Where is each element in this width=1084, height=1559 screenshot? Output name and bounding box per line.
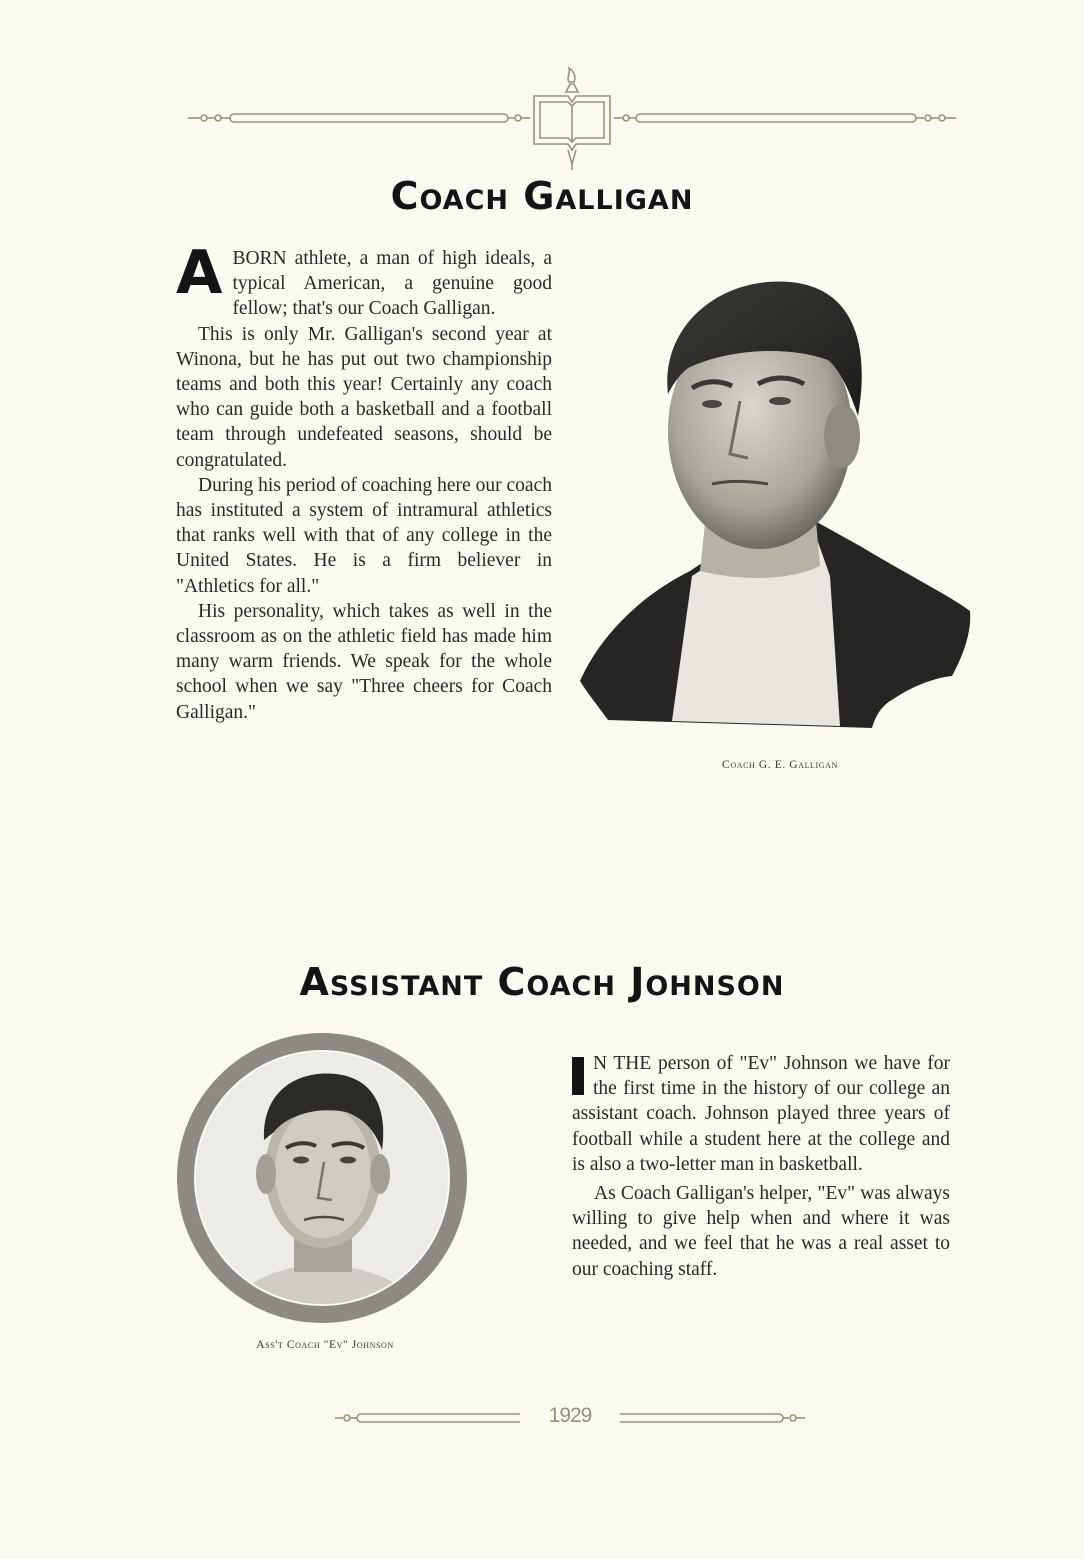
paragraph: This is only Mr. Galligan's second year at Winona, but he has put out two championship teams and both this year! Certainly any coach who can guide both a basketball and a football team through undefeated seasons, should be congratulated.	[176, 323, 552, 471]
footer-year: 1929	[520, 1404, 620, 1434]
paragraph	[572, 1051, 950, 1177]
paragraph: His personality, which takes as well in the classroom as on the athletic field has made him many warm friends. We speak for the whole school when we say "Three cheers for Coach Galligan."	[176, 600, 552, 723]
paragraph: During his period of coaching here our coach has instituted a system of intramural athletics that ranks well with that of any college in the United States. He is a firm believer in "Athletics for all."	[176, 474, 552, 597]
section-title: Coach Galligan	[390, 174, 694, 218]
article-galligan	[176, 238, 552, 725]
section-title: Assistant Coach Johnson	[299, 960, 785, 1004]
drop-cap: A	[176, 238, 223, 308]
paragraph	[176, 238, 552, 322]
article-johnson	[572, 1051, 950, 1282]
photo-caption: Coach G. E. Galligan	[722, 759, 838, 771]
paragraph: As Coach Galligan's helper, "Ev" was always willing to give help when and where it was needed, and we feel that he was a real asset to our coaching staff.	[572, 1183, 950, 1280]
photo-caption: Ass't Coach "Ev" Johnson	[256, 1339, 394, 1351]
paragraph-text: BORN athlete, a man of high ideals, a typical American, a genuine good fellow; that's our Coach Galligan.	[232, 248, 552, 320]
page-title-galligan	[0, 174, 1084, 218]
assistant-coach-johnson-portrait	[176, 1032, 468, 1324]
drop-cap	[572, 1057, 584, 1095]
coach-galligan-portrait	[580, 276, 975, 731]
page-title-johnson	[0, 960, 1084, 1004]
paragraph-text: N THE person of "Ev" Johnson we have for the first time in the history of our college an assistant coach. Johnson played three years of football while a student here at the college and is also a two-letter man in basketball.	[572, 1053, 950, 1175]
torch-and-book-emblem-icon	[188, 66, 958, 176]
